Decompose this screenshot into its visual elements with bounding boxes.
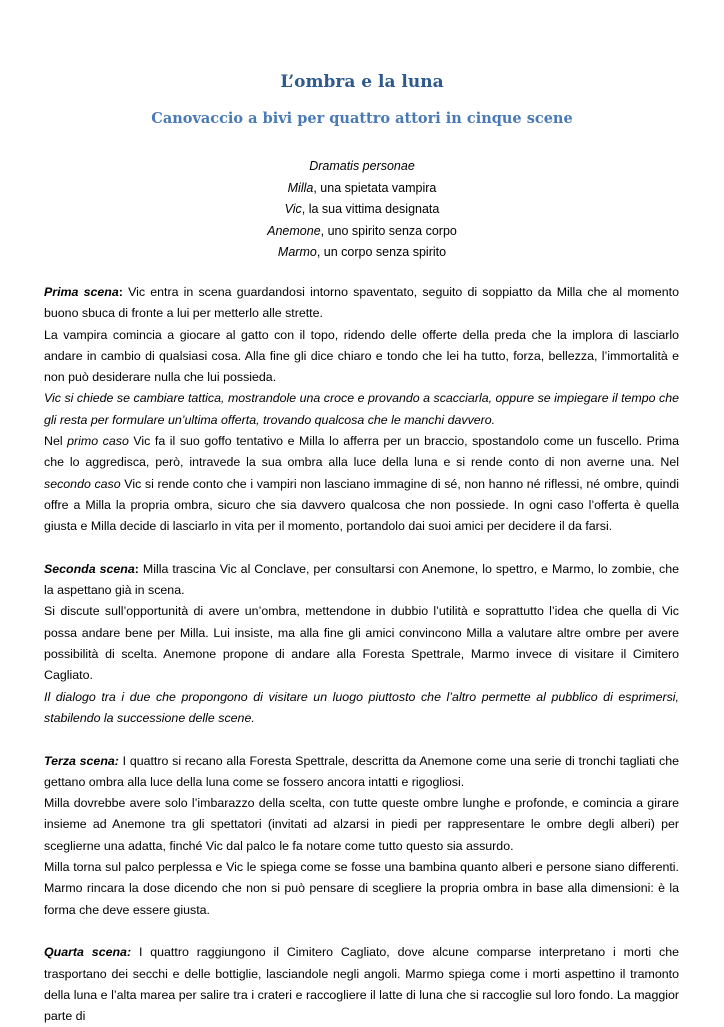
document-title: L’ombra e la luna xyxy=(280,72,444,92)
paragraph-text: I quattro raggiungono il Cimitero Cagliato, dove alcune comparse interpretano i morti che trasportano dei secchi e delle bottiglie, lasciandole negli angoli. Marmo spiega come i morti aspettino il tramonto della luna e l’alta marea per salire tra i crateri e raccogliere il latte di luna che si raccoglie sul loro fondo. La maggior parte di xyxy=(44,945,680,1024)
paragraph xyxy=(44,559,679,602)
paragraph xyxy=(44,282,679,325)
paragraph: La vampira comincia a giocare al gatto con il topo, ridendo delle offerte della preda che la implora di lasciarlo andare in cambio di qualsiasi cosa. Alla fine gli dice chiaro e tondo che lei ha tutto, forza, bellezza, l’immortalità e non può desiderare nulla che lui possieda. xyxy=(44,327,679,385)
character-desc: , una spietata vampira xyxy=(313,180,437,195)
character-line xyxy=(0,221,724,243)
document-subtitle: Canovaccio a bivi per quattro attori in cinque scene xyxy=(151,110,573,127)
dramatis-personae xyxy=(0,156,724,264)
character-line xyxy=(0,178,724,200)
character-desc: , un corpo senza spirito xyxy=(316,245,447,259)
dramatis-heading: Dramatis personae xyxy=(309,159,415,173)
paragraph-text: Nel xyxy=(44,434,68,449)
paragraph: Milla torna sul palco perplessa e Vic le spiega come se fosse una bambina quanto alberi e persone siano differenti. Marmo rincara la dose dicendo che non si può pensare di scegliere la propria ombra in base alla dimensioni: è la forma che deve essere giusta. xyxy=(44,860,679,917)
character-line xyxy=(0,199,724,221)
paragraph-emphasis: primo caso xyxy=(67,434,129,449)
paragraph-text: Vic si rende conto che i vampiri non lasciano immagine di sé, non hanno né riflessi, né ombre, quindi offre a Milla la propria ombra, sicuro che sia davvero qualcosa che non possiede. In ogni caso l’offerta è quella giusta e Milla decide di lasciarlo in vita per il momento, portandolo dai suoi amici per decidere il da farsi. xyxy=(44,476,680,534)
character-desc: , uno spirito senza corpo xyxy=(320,223,457,238)
character-name: Anemone xyxy=(267,223,321,238)
paragraph-gap xyxy=(44,538,679,559)
scene-label-colon: : xyxy=(118,285,123,299)
paragraph-text: Vic entra in scena guardandosi intorno spaventato, seguito di soppiatto da Milla che al momento buono sbuca di fronte a lui per metterlo alle strette. xyxy=(44,285,679,321)
document-body xyxy=(44,282,679,1027)
paragraph-text: Milla trascina Vic al Conclave, per consultarsi con Anemone, lo spettro, e Marmo, lo zombie, che la aspettano già in scena. xyxy=(44,561,679,598)
paragraph-italic: Il dialogo tra i due che propongono di visitare un luogo piuttosto che l’altro permette al pubblico di esprimersi, stabilendo la successione delle scene. xyxy=(44,689,679,725)
paragraph xyxy=(44,942,679,1027)
character-desc: , la sua vittima designata xyxy=(301,202,440,216)
paragraph-gap xyxy=(44,921,679,942)
paragraph-gap xyxy=(44,729,679,750)
paragraph-text: I quattro si recano alla Foresta Spettrale, descritta da Anemone come una serie di tronchi tagliati che gettano ombra alla luce della luna come se fossero ancora intatti e rigogliosi. xyxy=(44,753,679,789)
paragraph-emphasis: secondo caso xyxy=(44,476,121,491)
paragraph-italic: Vic si chiede se cambiare tattica, mostrandole una croce e provando a scacciarla, oppure se impiegare il tempo che gli resta per formulare un’ultima offerta, trovando qualcosa che le manchi davvero. xyxy=(44,391,679,427)
scene-label-quarta: Quarta scena: xyxy=(44,945,132,960)
character-name: Milla xyxy=(287,180,314,195)
paragraph xyxy=(44,751,679,794)
paragraph: Milla dovrebbe avere solo l’imbarazzo della scelta, con tutte queste ombre lunghe e profonde, e comincia a girare insieme ad Anemone tra gli spettatori (invitati ad alzarsi in piedi per rappresentare le ombre degli alberi) per sceglierne una adatta, finché Vic dal palco le fa notare come tutto questo sia assurdo. xyxy=(44,796,679,853)
paragraph: Si discute sull’opportunità di avere un’ombra, mettendone in dubbio l’utilità e soprattutto l’idea che quella di Vic possa andare bene per Milla. Lui insiste, ma alla fine gli amici convincono Milla a valutare altre ombre per avere possibilità di scelta. Anemone propone di andare alla Foresta Spettrale, Marmo invece di visitare il Cimitero Cagliato. xyxy=(44,604,679,683)
scene-label-colon: : xyxy=(134,561,139,576)
paragraph-text: Vic fa il suo goffo tentativo e Milla lo afferra per un braccio, spostandolo come un fuscello. Prima che lo aggredisca, però, intravede la sua ombra alla luce della luna e si rende conto di non averne una. Nel xyxy=(44,434,679,470)
character-name: Vic xyxy=(284,202,302,216)
paragraph xyxy=(44,431,679,537)
character-name: Marmo xyxy=(277,245,317,259)
scene-label-terza: Terza scena: xyxy=(44,753,119,768)
scene-label-prima: Prima scena xyxy=(44,285,119,299)
character-line xyxy=(0,242,724,264)
scene-label-seconda: Seconda scena xyxy=(44,561,135,576)
